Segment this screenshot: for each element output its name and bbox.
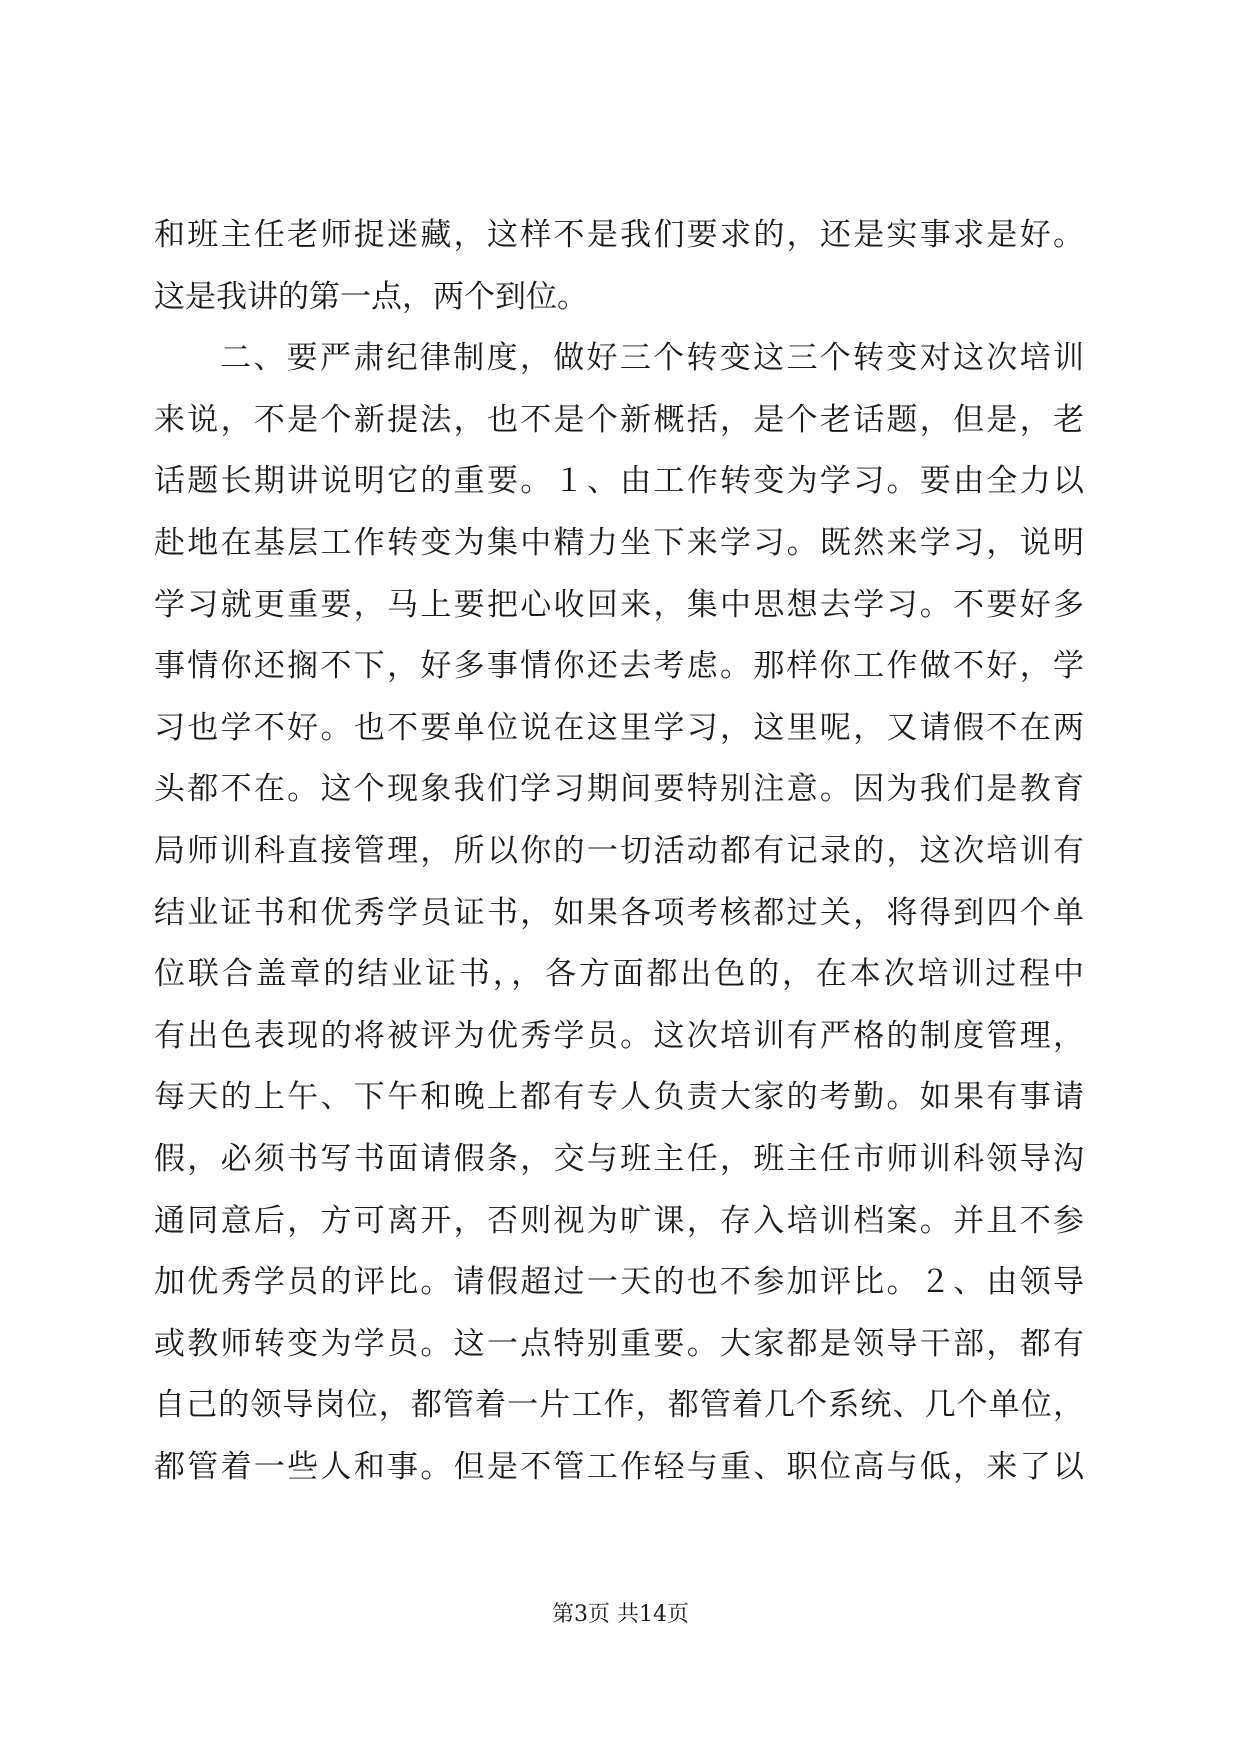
text-line: 或教师转变为学员。这一点特别重要。大家都是领导干部，都有 [154, 1325, 1084, 1362]
text-line: 有出色表现的将被评为优秀学员。这次培训有严格的制度管理， [154, 1017, 1084, 1054]
text-line: 和班主任老师捉迷藏，这样不是我们要求的，还是实事求是好。 [154, 217, 1084, 253]
text-line: 头都不在。这个现象我们学习期间要特别注意。因为我们是教育 [154, 771, 1084, 808]
text-line: 二、要严肃纪律制度，做好三个转变这三个转变对这次培训 [220, 340, 1084, 377]
text-line: 学习就更重要，马上要把心收回来，集中思想去学习。不要好多 [154, 586, 1084, 623]
text-line: 事情你还搁不下，好多事情你还去考虑。那样你工作做不好，学 [154, 648, 1084, 685]
text-line: 话题长期讲说明它的重要。１、由工作转变为学习。要由全力以 [154, 463, 1084, 500]
text-line: 都管着一些人和事。但是不管工作轻与重、职位高与低，来了以 [154, 1448, 1084, 1485]
text-line: 赴地在基层工作转变为集中精力坐下来学习。既然来学习，说明 [154, 524, 1084, 561]
text-line: 结业证书和优秀学员证书，如果各项考核都过关，将得到四个单 [154, 894, 1084, 931]
text-line: 这是我讲的第一点，两个到位。 [154, 278, 588, 315]
text-line: 自己的领导岗位，都管着一片工作，都管着几个系统、几个单位， [154, 1387, 1084, 1424]
text-line: 位联合盖章的结业证书，，各方面都出色的，在本次培训过程中 [154, 956, 1084, 993]
text-line: 通同意后，方可离开，否则视为旷课，存入培训档案。并且不参 [154, 1202, 1084, 1239]
text-line: 来说，不是个新提法，也不是个新概括，是个老话题，但是，老 [154, 401, 1084, 438]
text-line: 假，必须书写书面请假条，交与班主任，班主任市师训科领导沟 [154, 1140, 1084, 1177]
page-number-footer: 第3页 共14页 [552, 1602, 689, 1627]
text-line: 每天的上午、下午和晚上都有专人负责大家的考勤。如果有事请 [154, 1079, 1084, 1116]
text-line: 局师训科直接管理，所以你的一切活动都有记录的，这次培训有 [154, 832, 1084, 869]
body-text [154, 205, 1084, 1498]
text-line: 加优秀学员的评比。请假超过一天的也不参加评比。２、由领导 [154, 1264, 1084, 1301]
text-line: 习也学不好。也不要单位说在这里学习，这里呢，又请假不在两 [154, 709, 1084, 746]
